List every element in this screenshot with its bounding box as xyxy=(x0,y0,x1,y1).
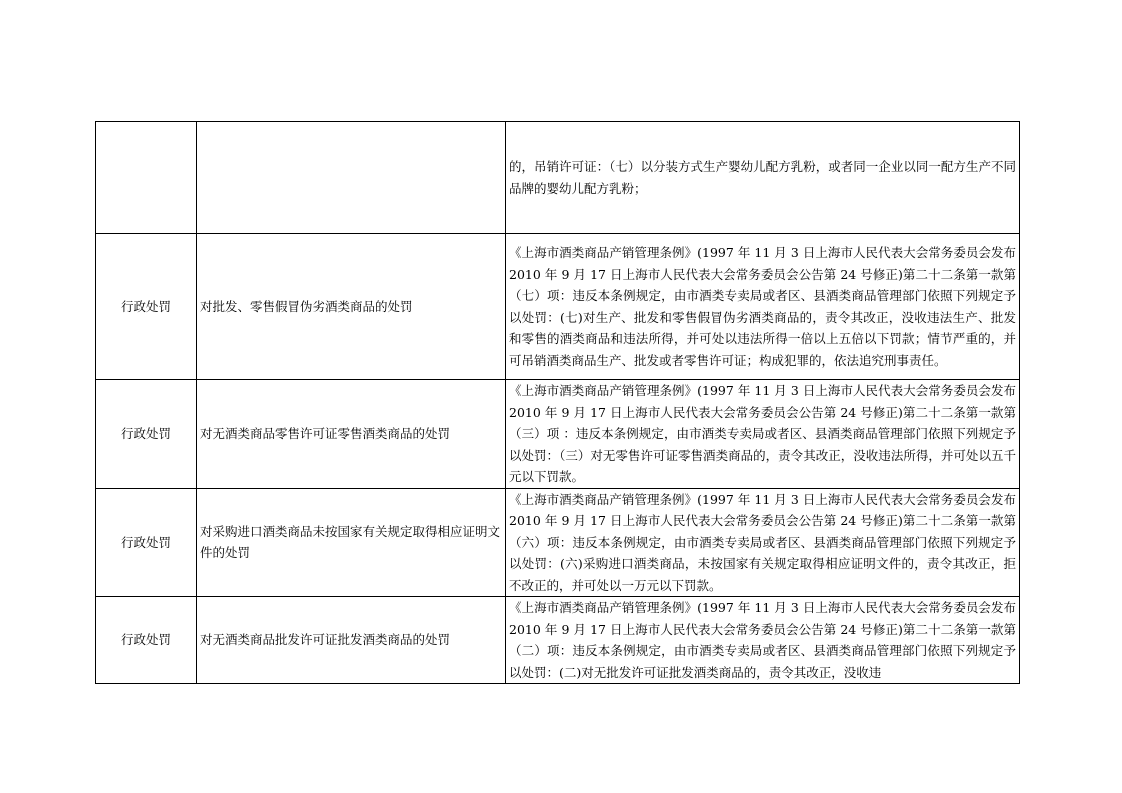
penalty-item-cell: 对采购进口酒类商品未按国家有关规定取得相应证明文件的处罚 xyxy=(197,488,506,597)
penalty-type-cell: 行政处罚 xyxy=(96,488,197,597)
table-row xyxy=(96,380,1020,489)
table-row xyxy=(96,488,1020,597)
regulation-table xyxy=(95,121,1020,684)
legal-basis-cell: 《上海市酒类商品产销管理条例》(1997 年 11 月 3 日上海市人民代表大会常务委员会发布 2010 年 9 月 17 日上海市人民代表大会常务委员会公告第 24 号修正)第二十二条第一款第（七）项：违反本条例规定，由市酒类专卖局或者区、县酒类商品管理部门依照下列规定予以处罚：(七)对生产、批发和零售假冒伪劣酒类商品的，责令其改正，没收违法生产、批发和零售的酒类商品和违法所得，并可处以违法所得一倍以上五倍以下罚款；情节严重的，并可吊销酒类商品生产、批发或者零售许可证；构成犯罪的，依法追究刑事责任。 xyxy=(506,234,1020,380)
penalty-type-cell xyxy=(96,122,197,234)
penalty-type-cell: 行政处罚 xyxy=(96,234,197,380)
penalty-type-cell: 行政处罚 xyxy=(96,597,197,684)
penalty-item-cell: 对无酒类商品批发许可证批发酒类商品的处罚 xyxy=(197,597,506,684)
table-row xyxy=(96,597,1020,684)
legal-basis-cell: 的，吊销许可证：（七）以分装方式生产婴幼儿配方乳粉，或者同一企业以同一配方生产不同品牌的婴幼儿配方乳粉； xyxy=(506,122,1020,234)
legal-basis-cell: 《上海市酒类商品产销管理条例》(1997 年 11 月 3 日上海市人民代表大会常务委员会发布 2010 年 9 月 17 日上海市人民代表大会常务委员会公告第 24 号修正)第二十二条第一款第（六）项：违反本条例规定，由市酒类专卖局或者区、县酒类商品管理部门依照下列规定予以处罚：(六)采购进口酒类商品，未按国家有关规定取得相应证明文件的，责令其改正，拒不改正的，并可处以一万元以下罚款。 xyxy=(506,488,1020,597)
penalty-item-cell xyxy=(197,122,506,234)
penalty-item-cell: 对无酒类商品零售许可证零售酒类商品的处罚 xyxy=(197,380,506,489)
penalty-item-cell: 对批发、零售假冒伪劣酒类商品的处罚 xyxy=(197,234,506,380)
table-row xyxy=(96,234,1020,380)
table-row xyxy=(96,122,1020,234)
legal-basis-cell: 《上海市酒类商品产销管理条例》(1997 年 11 月 3 日上海市人民代表大会常务委员会发布 2010 年 9 月 17 日上海市人民代表大会常务委员会公告第 24 号修正)第二十二条第一款第（三）项 ：违反本条例规定，由市酒类专卖局或者区、县酒类商品管理部门依照下列规定予以处罚：（三）对无零售许可证零售酒类商品的，责令其改正，没收违法所得，并可处以五千元以下罚款。 xyxy=(506,380,1020,489)
legal-basis-cell: 《上海市酒类商品产销管理条例》(1997 年 11 月 3 日上海市人民代表大会常务委员会发布 2010 年 9 月 17 日上海市人民代表大会常务委员会公告第 24 号修正)第二十二条第一款第（二）项：违反本条例规定，由市酒类专卖局或者区、县酒类商品管理部门依照下列规定予以处罚：(二)对无批发许可证批发酒类商品的，责令其改正，没收违 xyxy=(506,597,1020,684)
penalty-type-cell: 行政处罚 xyxy=(96,380,197,489)
